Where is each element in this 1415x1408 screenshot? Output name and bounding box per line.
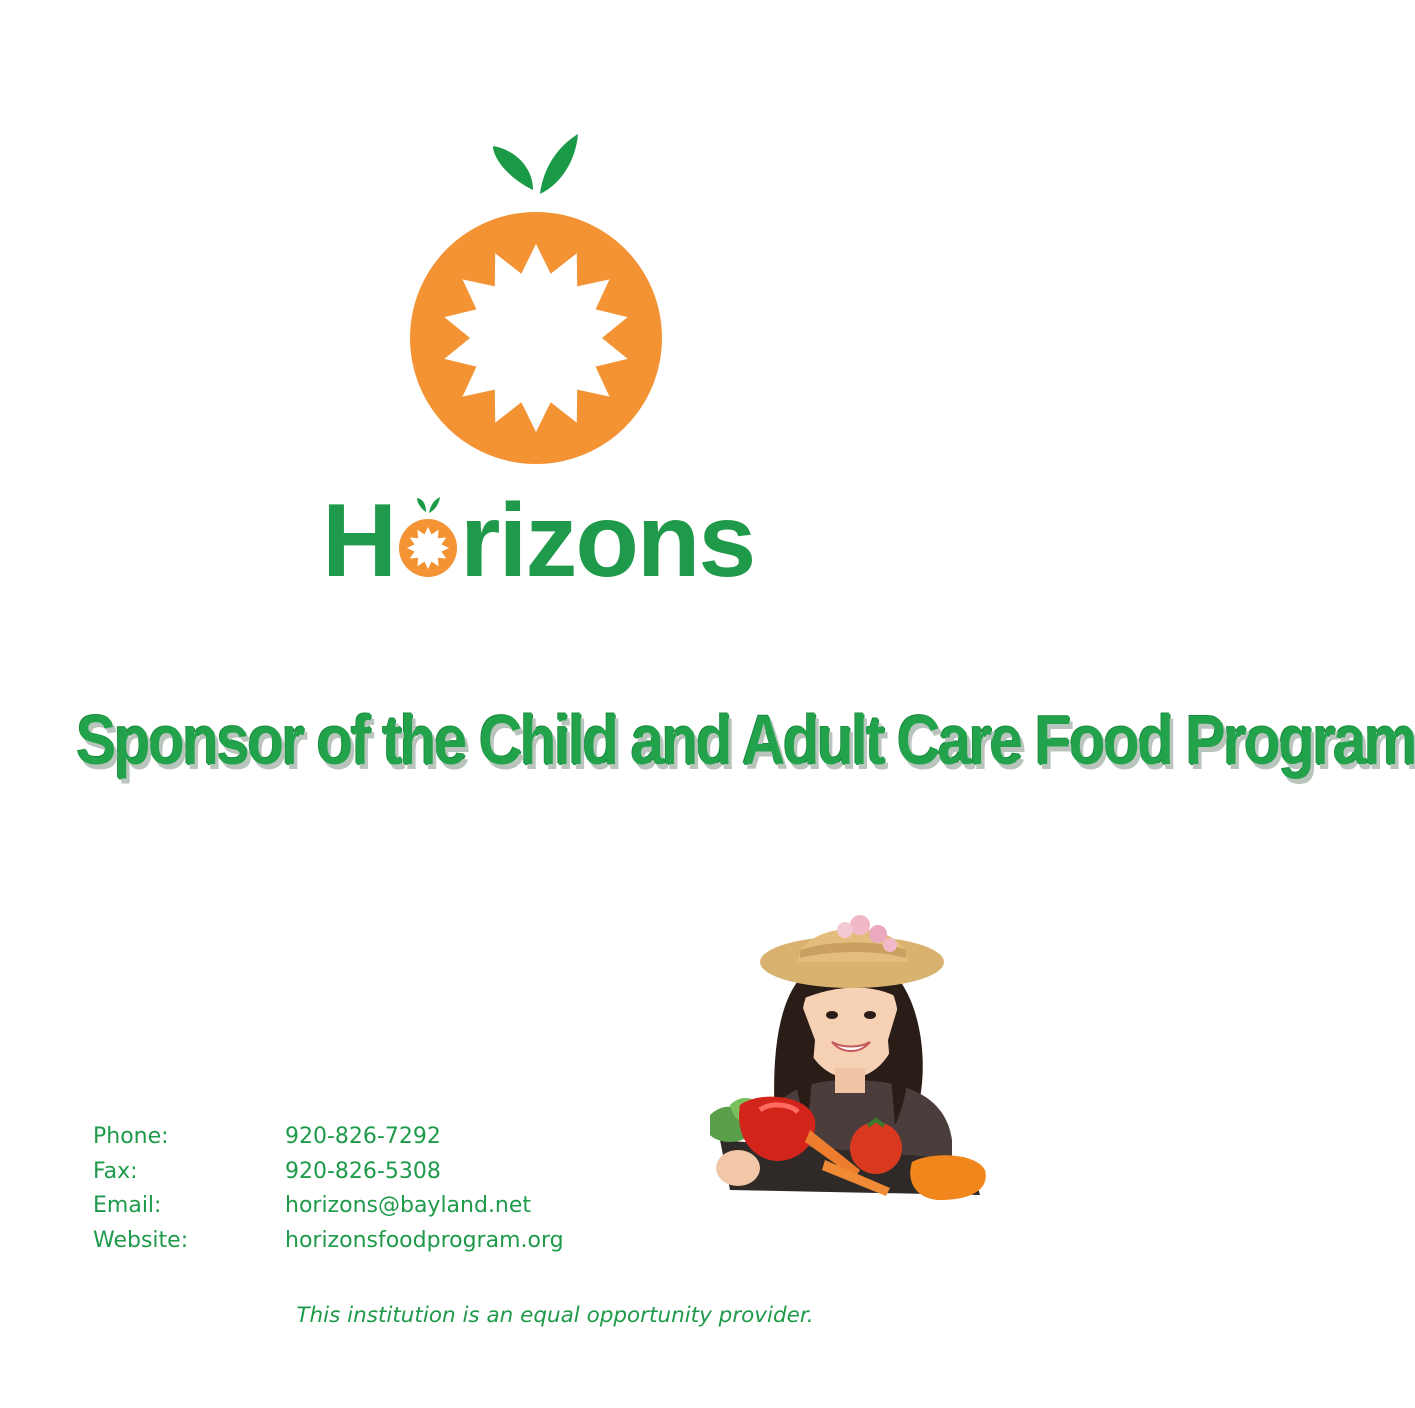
horizons-wordmark	[322, 482, 762, 599]
mini-orange-icon	[399, 497, 457, 577]
program-headline: Sponsor of the Child and Adult Care Food Program	[76, 701, 1415, 779]
fax-label: Fax:	[93, 1158, 138, 1184]
phone-value: 920-826-7292	[285, 1124, 441, 1149]
orange-fruit-icon	[408, 128, 668, 468]
fax-value: 920-826-5308	[285, 1158, 441, 1184]
website-value[interactable]: horizonsfoodprogram.org	[285, 1227, 564, 1253]
wordmark-letter-h: H	[322, 483, 398, 599]
contact-row-fax	[93, 1155, 564, 1190]
contact-row-email	[93, 1189, 564, 1224]
wordmark-text: rizons	[460, 483, 755, 599]
leaf-right-icon	[540, 134, 578, 194]
phone-label: Phone:	[93, 1124, 169, 1149]
contact-info	[93, 1120, 564, 1258]
equal-opportunity-statement: This institution is an equal opportunity provider.	[296, 1303, 814, 1328]
child-with-vegetables-photo	[690, 890, 1010, 1210]
email-value[interactable]: horizons@bayland.net	[285, 1193, 532, 1218]
contact-row-website	[93, 1224, 564, 1259]
leaf-left-icon	[493, 146, 533, 190]
contact-row-phone	[93, 1120, 564, 1155]
email-label: Email:	[93, 1193, 162, 1218]
website-label: Website:	[93, 1227, 189, 1253]
